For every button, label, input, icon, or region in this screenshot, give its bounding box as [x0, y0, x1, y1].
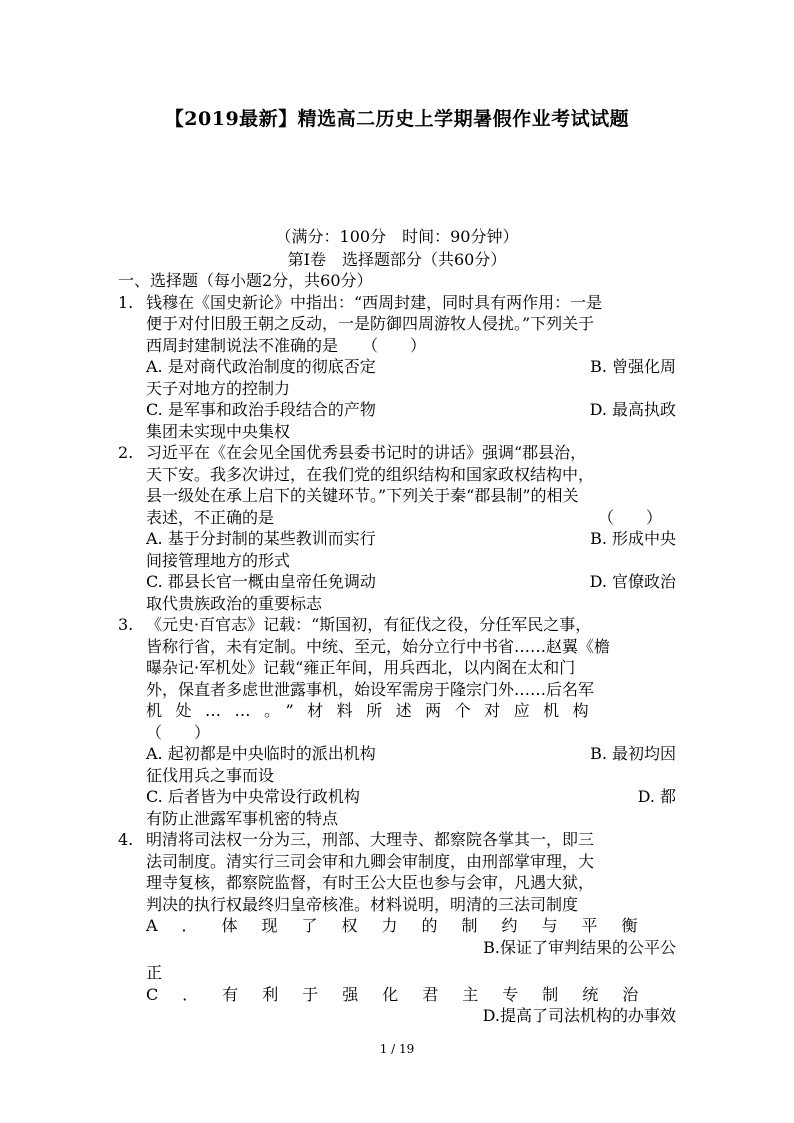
option-a[interactable]: A. 起初都是中央临时的派出机构 [146, 744, 376, 763]
option-a[interactable]: A．体现了权力的制约与平衡 [146, 916, 662, 935]
question-number: 3. [118, 615, 134, 634]
question-number: 1. [118, 292, 134, 312]
option-b-continued: 间接管理地方的形式 [146, 550, 291, 570]
option-b[interactable]: B. 曾强化周 [590, 357, 676, 376]
option-b[interactable]: B. 形成中央 [590, 529, 676, 548]
question-line: 判决的执行权最终归皇帝核准。材料说明，明清的三法司制度 [146, 894, 579, 914]
question-line: 皆称行省，未有定制。中统、至元，始分立行中书省……赵翼《檐 [146, 636, 611, 656]
question-line: 理寺复核，都察院监督，有时王公大臣也参与会审，凡遇大狱， [146, 873, 595, 892]
options-1 [118, 356, 676, 442]
option-d-continued: 取代贵族政治的重要标志 [146, 593, 323, 613]
question-line: 习近平在《在会见全国优秀县委书记时的讲话》强调“郡县治， [146, 443, 587, 462]
option-b-continued: 征伐用兵之事而设 [146, 765, 275, 785]
question-line: 机处……。”材料所述两个对应机构 [146, 701, 603, 720]
question-line: 钱穆在《国史新论》中指出：“西周封建，同时具有两作用：一是 [146, 292, 603, 312]
option-d[interactable]: D.提高了司法机构的办事效 [482, 1006, 676, 1025]
option-b[interactable]: B. 最初均因 [590, 744, 676, 763]
option-d[interactable]: D. 都 [637, 787, 676, 806]
option-a[interactable]: A. 是对商代政治制度的彻底否定 [146, 357, 376, 376]
question-number: 4. [118, 830, 134, 849]
option-d[interactable]: D. 最高执政 [589, 400, 676, 419]
option-c[interactable]: C. 是军事和政治手段结合的产物 [146, 400, 376, 419]
question-line: 表述，不正确的是 [146, 507, 275, 527]
question-2 [118, 442, 676, 528]
question-line: 县一级处在承上启下的关键环节。”下列关于秦“郡县制”的相关 [146, 486, 579, 505]
option-b-continued: 天子对地方的控制力 [146, 378, 291, 398]
option-d-continued: 有防止泄露军事机密的特点 [146, 808, 339, 828]
option-b[interactable]: B.保证了审判结果的公平公 [483, 937, 676, 957]
answer-paren: （ ） [146, 722, 211, 742]
question-3 [118, 614, 676, 743]
option-d-continued: 集团未实现中央集权 [146, 421, 291, 441]
options-4 [118, 915, 676, 1027]
option-d[interactable]: D. 官僚政治 [589, 572, 676, 591]
document-title: 【2019最新】精选高二历史上学期暑假作业考试试题 [164, 108, 630, 130]
page-number: 1 / 19 [379, 1042, 415, 1056]
content [118, 270, 676, 1027]
question-line: 法司制度。清实行三司会审和九卿会审制度，由刑部掌审理，大 [146, 851, 595, 871]
question-4 [118, 829, 676, 915]
part-title: 第Ⅰ卷 选择题部分（共60分） [287, 250, 507, 269]
question-line: 明清将司法权一分为三，刑部、大理寺、都察院各掌其一，即三 [146, 830, 595, 849]
option-b-continued: 正 [146, 963, 163, 982]
question-line: 《元史·百官志》记载：“斯国初，有征伐之役，分任军民之事， [146, 615, 592, 634]
question-line: 曝杂记·军机处》记载“雍正年间，用兵西北，以内阁在太和门 [146, 658, 576, 677]
question-line: 外，保直者多虑世泄露事机，始设军需房于隆宗门外……后名军 [146, 679, 595, 699]
question-number: 2. [118, 443, 134, 462]
exam-info: （满分：100分 时间：90分钟） [275, 227, 519, 246]
options-3 [118, 743, 676, 829]
options-2 [118, 528, 676, 614]
answer-paren: （ ） [597, 507, 662, 527]
option-c[interactable]: C. 后者皆为中央常设行政机构 [146, 787, 360, 806]
question-line: 便于对付旧殷王朝之反动，一是防御四周游牧人侵扰。”下列关于 [146, 314, 595, 333]
question-1 [118, 292, 676, 357]
option-c[interactable]: C．有利于强化君主专制统治 [146, 984, 663, 1004]
question-line: 西周封建制说法不准确的是 （ ） [146, 335, 427, 355]
section-title: 一、选择题（每小题2分，共60分） [118, 271, 373, 290]
option-a[interactable]: A. 基于分封制的某些教训而实行 [146, 529, 376, 548]
option-c[interactable]: C. 郡县长官一概由皇帝任免调动 [146, 572, 376, 591]
question-line: 天下安。我多次讲过，在我们党的组织结构和国家政权结构中， [146, 464, 595, 484]
